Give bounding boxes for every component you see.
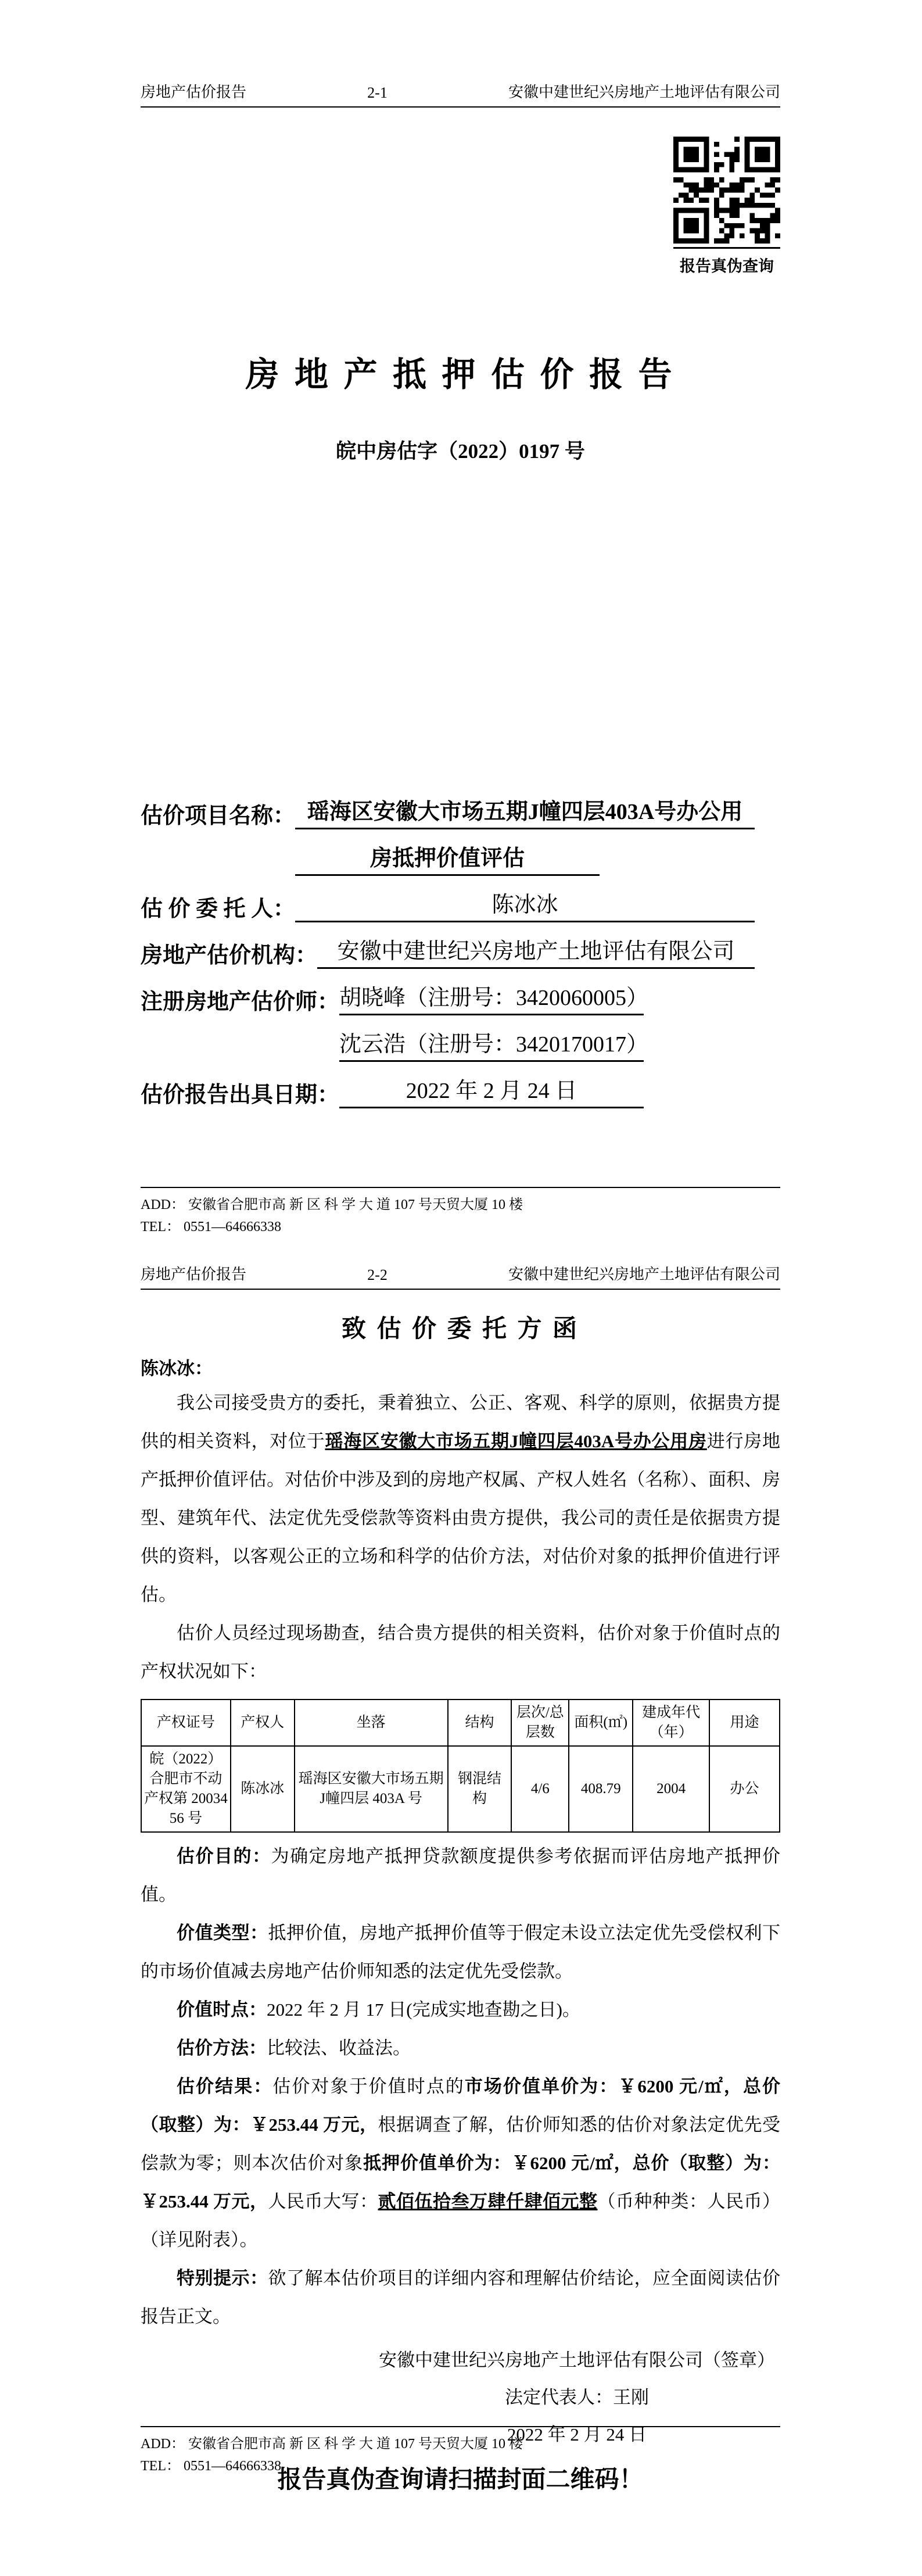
page-header — [141, 1262, 780, 1290]
qr-code — [673, 137, 780, 244]
agency-label: 房地产估价机构： — [141, 943, 318, 968]
notice-text: 欲了解本估价项目的详细内容和理解估价结论，应全面阅读估价报告正文。 — [141, 2268, 780, 2327]
signature-date: 2022 年 2 月 24 日 — [507, 2424, 647, 2445]
client-label: 估 价 委 托 人： — [141, 897, 296, 921]
intro-paragraph — [141, 1384, 780, 1614]
amount-in-words-highlight: 贰佰伍拾叁万肆仟肆佰元整 — [378, 2191, 598, 2212]
mortgage-value-highlight: 抵押价值单价为：￥6200 元/㎡，总价（取整）为：￥253.44 万元， — [141, 2153, 780, 2212]
col-structure: 结构 — [448, 1700, 512, 1746]
field-client-row — [141, 876, 780, 922]
report-cover-page — [0, 0, 922, 1255]
purpose-text: 为确定房地产抵押贷款额度提供参考依据而评估房地产抵押价值。 — [141, 1846, 781, 1905]
value-type-text: 抵押价值，房地产抵押价值等于假定未设立法定优先受偿权利下的市场价值减去房地产估价师知悉的法定优先受偿款。 — [141, 1923, 780, 1981]
project-name-value-line2: 房抵押价值评估 — [295, 840, 600, 876]
cell-usage: 办公 — [709, 1746, 780, 1832]
qr-verification-block — [673, 137, 780, 276]
header-doc-type: 房地产估价报告 — [141, 1266, 247, 1283]
report-number: 皖中房估字（2022）0197 号 — [336, 440, 585, 463]
field-issue-date-row — [141, 1062, 780, 1108]
value-date-paragraph — [141, 1991, 780, 2029]
page-header — [141, 80, 780, 108]
header-company-name: 安徽中建世纪兴房地产土地评估有限公司 — [508, 84, 780, 101]
signature-legal-rep: 法定代表人：王刚 — [505, 2387, 649, 2407]
result-paragraph — [141, 2067, 780, 2259]
table-header-row — [141, 1700, 780, 1746]
cell-year-built: 2004 — [633, 1746, 709, 1832]
cell-area: 408.79 — [569, 1746, 633, 1832]
cell-floor: 4/6 — [511, 1746, 569, 1832]
col-cert-number: 产权证号 — [141, 1700, 231, 1746]
property-name-highlight: 瑶海区安徽大市场五期J幢四层403A号办公用房 — [325, 1431, 707, 1451]
appraiser2-value: 沈云浩（注册号：3420170017） — [339, 1026, 644, 1062]
result-text-2: 根据调查了解，估价师知悉的估价对象法定优先受偿款为零；则本次估价对象 — [141, 2115, 780, 2173]
intro-text-2: 进行房地产抵押价值评估。对估价中涉及到的房地产权属、产权人姓名（名称）、面积、房型、建筑年代、法定优先受偿款等资料由贵方提供，我公司的责任是依据贵方提供的资料，以客观公正的立场和科学的估价方法，对估价对象的抵押价值进行评估。 — [141, 1431, 781, 1605]
value-date-label: 价值时点： — [177, 1999, 267, 2020]
page-footer — [141, 2426, 780, 2477]
footer-telephone: TEL： 0551—64666338 — [141, 1219, 281, 1235]
col-floor: 层次/总层数 — [511, 1700, 569, 1746]
footer-address: ADD： 安徽省合肥市高 新 区 科 学 大 道 107 号天贸大厦 10 楼 — [141, 2437, 523, 2452]
report-title: 房 地 产 抵 押 估 价 报 告 — [245, 356, 676, 393]
col-owner: 产权人 — [231, 1700, 295, 1746]
table-row — [141, 1746, 780, 1832]
header-company-name: 安徽中建世纪兴房地产土地评估有限公司 — [508, 1266, 780, 1283]
method-text: 比较法、收益法。 — [267, 2038, 411, 2058]
notice-paragraph — [141, 2259, 780, 2336]
footer-address: ADD： 安徽省合肥市高 新 区 科 学 大 道 107 号天贸大厦 10 楼 — [141, 1197, 523, 1212]
cell-cert-number: 皖（2022）合肥市不动产权第 2003456 号 — [141, 1746, 231, 1832]
page-footer — [141, 1187, 780, 1238]
col-usage: 用途 — [709, 1700, 780, 1746]
issue-date-value: 2022 年 2 月 24 日 — [339, 1072, 644, 1108]
market-value-highlight: 市场价值单价为：￥6200 元/㎡，总价（取整）为：￥253.44 万元， — [141, 2076, 781, 2135]
header-doc-type: 房地产估价报告 — [141, 84, 247, 101]
col-area: 面积(㎡) — [569, 1700, 633, 1746]
intro-text-1: 我公司接受贵方的委托，秉着独立、公正、客观、科学的原则，依据贵方提供的相关资料，对位于 — [141, 1393, 780, 1451]
value-type-paragraph — [141, 1914, 780, 1991]
header-page-number: 2-1 — [367, 84, 388, 101]
result-label: 估价结果： — [177, 2076, 273, 2096]
cell-location: 瑶海区安徽大市场五期J幢四层 403A 号 — [295, 1746, 448, 1832]
appraiser1-value: 胡晓峰（注册号：3420060005） — [339, 979, 644, 1015]
issue-date-label: 估价报告出具日期： — [141, 1083, 340, 1107]
purpose-paragraph — [141, 1837, 780, 1914]
field-agency-row — [141, 922, 780, 969]
cover-form — [141, 783, 780, 1108]
agency-value: 安徽中建世纪兴房地产土地评估有限公司 — [317, 933, 755, 969]
value-date-text: 2022 年 2 月 17 日(完成实地查勘之日)。 — [267, 1999, 580, 2020]
col-location: 坐落 — [295, 1700, 448, 1746]
qr-caption: 报告真伪查询 — [673, 247, 780, 276]
notice-label: 特别提示： — [177, 2268, 268, 2288]
project-name-label: 估价项目名称： — [141, 804, 296, 828]
method-paragraph — [141, 2029, 780, 2067]
cell-owner: 陈冰冰 — [231, 1746, 295, 1832]
letter-title: 致 估 价 委 托 方 函 — [341, 1316, 579, 1343]
appraiser-label: 注册房地产估价师： — [141, 990, 340, 1014]
header-page-number: 2-2 — [367, 1266, 388, 1283]
cell-structure: 钢混结构 — [448, 1746, 512, 1832]
field-project-name-row1 — [141, 783, 780, 829]
letter-page — [0, 1255, 922, 2576]
project-name-value-line1: 瑶海区安徽大市场五期J幢四层403A号办公用 — [295, 793, 755, 829]
field-appraiser-row2 — [141, 1015, 780, 1062]
field-appraiser-row1 — [141, 969, 780, 1015]
result-text-4: （币种种类：人民币）（详见附表）。 — [141, 2191, 780, 2250]
client-value: 陈冰冰 — [295, 886, 755, 922]
salutation: 陈冰冰： — [141, 1358, 213, 1379]
method-label: 估价方法： — [177, 2038, 267, 2058]
property-rights-table — [141, 1699, 780, 1833]
field-project-name-row2 — [141, 829, 780, 876]
value-type-label: 价值类型： — [177, 1923, 268, 1943]
result-text-1: 估价对象于价值时点的 — [272, 2076, 465, 2096]
qr-scan-note: 报告真伪查询请扫描封面二维码！ — [277, 2467, 644, 2493]
ownership-intro-paragraph: 估价人员经过现场勘查，结合贵方提供的相关资料，估价对象于价值时点的产权状况如下： — [141, 1623, 780, 1681]
signature-company: 安徽中建世纪兴房地产土地评估有限公司（签章） — [379, 2350, 775, 2370]
footer-telephone: TEL： 0551—64666338 — [141, 2459, 281, 2474]
result-text-3: 人民币大写： — [268, 2191, 378, 2212]
col-year-built: 建成年代（年） — [633, 1700, 709, 1746]
purpose-label: 估价目的： — [177, 1846, 271, 1866]
